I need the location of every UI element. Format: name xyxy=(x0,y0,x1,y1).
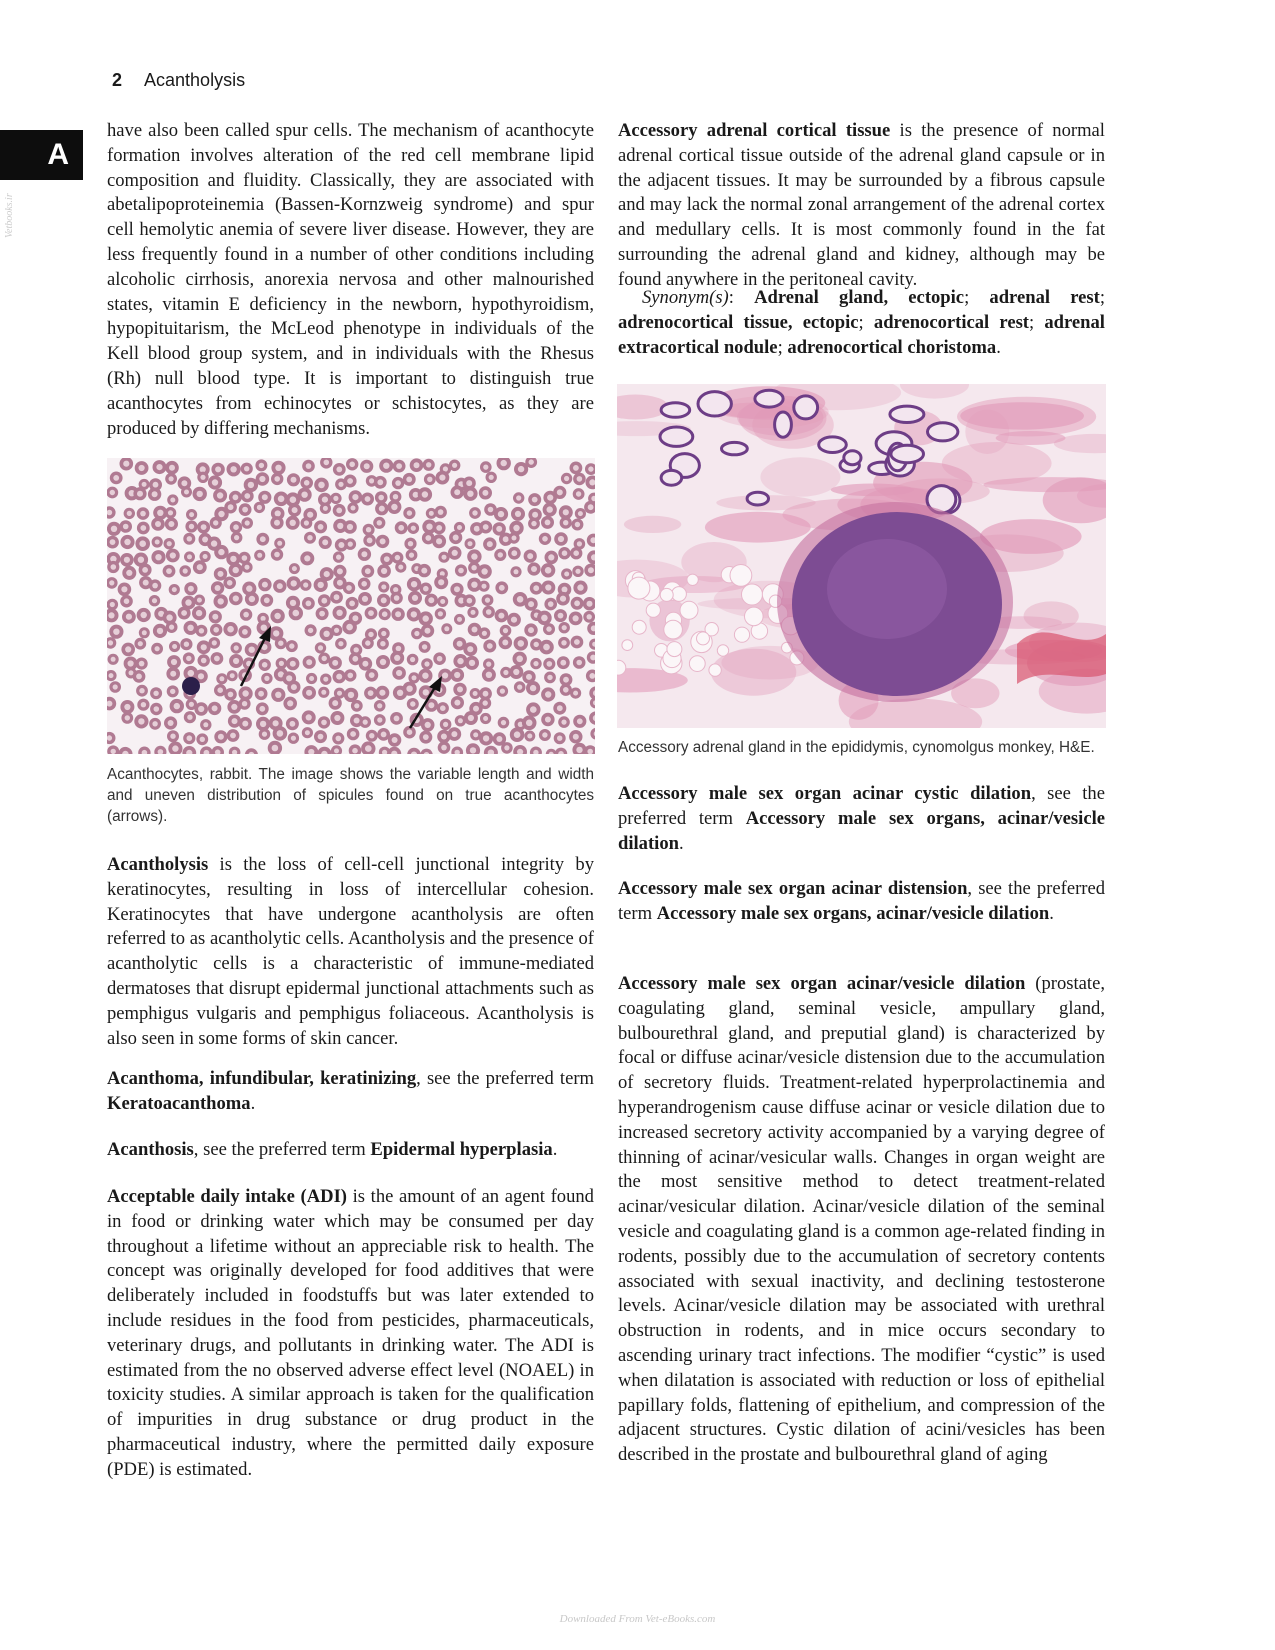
figure1-caption: Acanthocytes, rabbit. The image shows the variable length and width and uneven distribution of spicules found on true acanthocytes (arrows). xyxy=(107,766,594,825)
synonym-item: adrenal extracortical nodule xyxy=(618,311,1105,358)
term-acanthoma: Acanthoma, infundibular, keratinizing xyxy=(107,1068,417,1089)
term-acanthosis: Acanthosis xyxy=(107,1139,194,1160)
synonym-item: adrenocortical choristoma xyxy=(787,336,997,358)
entry-acceptable-daily-intake: Acceptable daily intake (ADI) is the amount of an agent found in food or drinking water which may be consumed per day throughout a lifetime without an appreciable risk to health. The concept was originally developed for food additives that were deliberately included in foodstuffs but was later extended to include residues in the food from pesticides, pharmaceuticals, veterinary drugs, and pollutants in drinking water. The ADI is estimated from the no observed adverse effect level (NOAEL) in toxicity studies. A similar approach is taken for the qualification of impurities in drug substance or drug product in the pharmaceutical industry, where the permitted daily exposure (PDE) is estimated. xyxy=(107,1186,594,1480)
running-header xyxy=(112,70,245,91)
blood-smear-image xyxy=(107,458,595,754)
running-title: Acantholysis xyxy=(144,70,246,90)
term-adi: Acceptable daily intake (ADI) xyxy=(107,1186,347,1207)
term-accessory-adrenal: Accessory adrenal cortical tissue xyxy=(618,120,891,141)
synonym-item: adrenocortical tissue, ectopic xyxy=(618,311,859,333)
ref-keratoacanthoma: Keratoacanthoma xyxy=(107,1092,251,1114)
side-watermark: Vetbooks.ir xyxy=(4,193,15,238)
entry-acantholysis: Acantholysis is the loss of cell-cell junctional integrity by keratinocytes, resulting in loss of intercellular cohesion. Keratinocytes that have undergone acantholysis are often referred to as acantholytic cells. Acantholysis and the presence of acantholytic cells is a characteristic of immune-mediated dermatoses that disrupt epidermal junctional attachments such as pemphigus vulgaris and pemphigus foliaceous. Acantholysis is also seen in some forms of skin cancer. xyxy=(107,854,594,1049)
term-acinar-vesicle-dilation: Accessory male sex organ acinar/vesicle dilation xyxy=(618,973,1026,994)
term-acinar-distension: Accessory male sex organ acinar distension xyxy=(618,878,968,899)
entry-acinar-vesicle-dilation: Accessory male sex organ acinar/vesicle dilation (prostate, coagulating gland, seminal vesicle, ampullary gland, bulbourethral gland, and preputial gland) is characterized by focal or diffuse acinar/vesicle distension due to the accumulation of secretory fluids. Treatment-related hyperprolactinemia and hyperandrogenism cause diffuse acinar or vesicle dilation due to increased secretory activity accompanied by a varying degree of thinning of acinar/vesicular walls. Changes in organ weight are the most sensitive method to detect treatment-related acinar/vesicular dilation. Acinar/vesicle dilation of the seminal vesicle and coagulating gland is a common age-related finding in rodents, possibly due to the accumulation of secretory contents associated with sexual inactivity, and declining testosterone levels. Acinar/vesicle dilation may be associated with urethral obstruction in rodents, and in mice occurs secondary to ascending urinary tract infections. The modifier “cystic” is used when dilatation is associated with reduction or loss of epithelial papillary folds, flattening of epithelium, and compression of the adjacent structures. Cystic dilation of acini/vesicles has been described in the prostate and bulbourethral gland of aging xyxy=(618,973,1105,1466)
entry-accessory-adrenal: Accessory adrenal cortical tissue is the presence of normal adrenal cortical tissue outside of the adrenal gland capsule or in the adjacent tissues. It may be surrounded by a fibrous capsule and may lack the normal zonal arrangement of the adrenal cortex and medullary cells. It is most commonly found in the fat surrounding the adrenal gland and kidney, although may be found anywhere in the peritoneal cavity. xyxy=(618,120,1105,290)
ref-acinar-vesicle-dilation: Accessory male sex organs, acinar/vesicle dilation xyxy=(656,902,1050,924)
synonym-item: adrenal rest xyxy=(989,287,1100,308)
acanthocyte-continuation-paragraph: have also been called spur cells. The mechanism of acanthocyte formation involves alteration of the red cell membrane lipid composition and fluidity. Classically, they are associated with abetalipoproteinemia (Bassen-Kornzweig syndrome) and spur cell hemolytic anemia of severe liver disease. However, they are less frequently found in a number of other conditions including alcoholic cirrhosis, anorexia nervosa and other malnourished states, vitamin E deficiency in the newborn, hypothyroidism, hypopituitarism, the McLeod phenotype in individuals of the Kell blood group system, and in individuals with the Rhesus (Rh) null blood type. It is important to distinguish true acanthocytes from echinocytes or schistocytes, as they are produced by differing mechanisms. xyxy=(107,120,594,439)
entry-acinar-distension: Accessory male sex organ acinar distension, see the preferred term Accessory male sex organs, acinar/vesicle dilation. xyxy=(618,878,1106,924)
figure-accessory-adrenal-histology xyxy=(617,384,1106,728)
ref-acinar-vesicle-dilation: Accessory male sex organs, acinar/vesicle dilation xyxy=(618,807,1105,854)
figure2-caption: Accessory adrenal gland in the epididymis, cynomolgus monkey, H&E. xyxy=(618,739,1095,756)
term-acantholysis: Acantholysis xyxy=(107,854,209,875)
synonym-list: Adrenal gland, ectopic; adrenal rest; adrenocortical tissue, ectopic; adrenocortical rest; adrenal extracortical nodule; adrenocortical choristoma xyxy=(618,287,1105,358)
synonym-label: Synonym(s) xyxy=(642,287,729,308)
histology-image xyxy=(617,384,1106,728)
term-acinar-cystic-dilation: Accessory male sex organ acinar cystic dilation xyxy=(618,783,1032,804)
lymphocyte xyxy=(182,677,200,695)
page-number: 2 xyxy=(112,70,123,90)
entry-acanthoma: Acanthoma, infundibular, keratinizing, see the preferred term Keratoacanthoma. xyxy=(107,1068,594,1114)
entry-acinar-cystic-dilation: Accessory male sex organ acinar cystic dilation, see the preferred term Accessory male sex organs, acinar/vesicle dilation. xyxy=(618,783,1105,854)
synonym-item: adrenocortical rest xyxy=(873,311,1029,333)
ref-epidermal-hyperplasia: Epidermal hyperplasia xyxy=(370,1139,553,1160)
section-letter-tab: A xyxy=(0,130,83,180)
entry-acanthosis: Acanthosis, see the preferred term Epidermal hyperplasia. xyxy=(107,1139,558,1160)
synonym-item: Adrenal gland, ectopic xyxy=(754,287,965,308)
footer-watermark: Downloaded From Vet-eBooks.com xyxy=(559,1613,716,1625)
figure-acanthocytes-smear xyxy=(107,458,595,754)
synonyms-paragraph: Synonym(s): Adrenal gland, ectopic; adrenal rest; adrenocortical tissue, ectopic; adrenocortical rest; adrenal extracortical nodule; adrenocortical choristoma. xyxy=(618,287,1105,358)
